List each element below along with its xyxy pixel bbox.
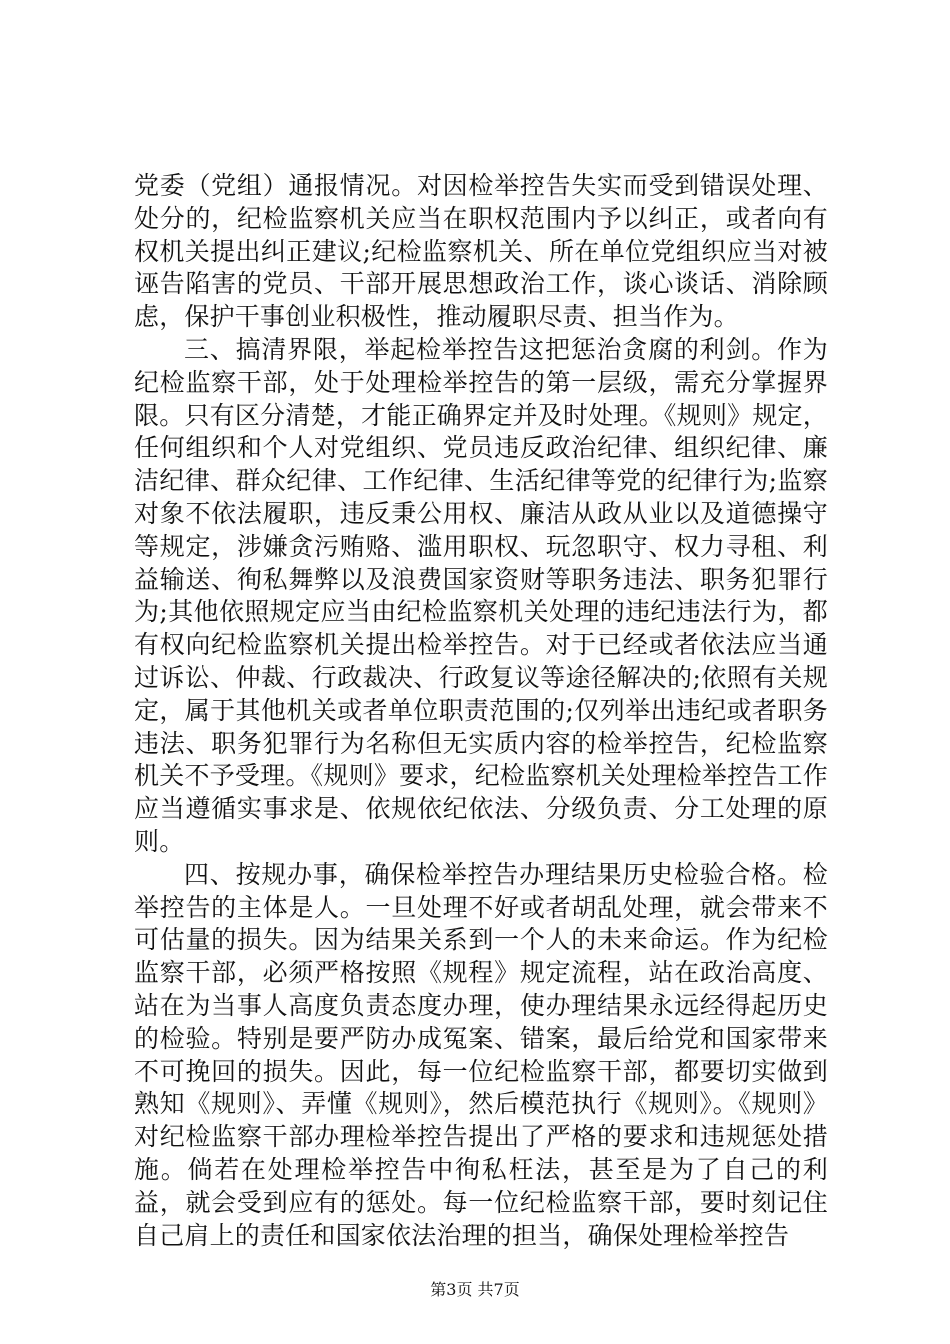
paragraph-section-four: 四、按规办事，确保检举控告办理结果历史检验合格。检举控告的主体是人。一旦处理不好或者胡乱处理，就会带来不可估量的损失。因为结果关系到一个人的未来命运。作为纪检监察干部，必须严格按照《规程》规定流程，站在政治高度、站在为当事人高度负责态度办理，使办理结果永远经得起历史的检验。特别是要严防办成冤案、错案，最后给党和国家带来不可挽回的损失。因此，每一位纪检监察干部，都要切实做到熟知《规则》、弄懂《规则》，然后模范执行《规则》。《规则》对纪检监察干部办理检举控告提出了严格的要求和违规惩处措施。倘若在处理检举控告中徇私枉法，甚至是为了自己的利益，就会受到应有的惩处。每一位纪检监察干部，要时刻记住自己肩上的责任和国家依法治理的担当，确保处理检举控告 xyxy=(134,859,828,1250)
body-text xyxy=(134,170,828,1252)
paragraph-section-three: 三、搞清界限，举起检举控告这把惩治贪腐的利剑。作为纪检监察干部，处于处理检举控告的第一层级，需充分掌握界限。只有区分清楚，才能正确界定并及时处理。《规则》规定，任何组织和个人对党组织、党员违反政治纪律、组织纪律、廉洁纪律、群众纪律、工作纪律、生活纪律等党的纪律行为;监察对象不依法履职，违反秉公用权、廉洁从政从业以及道德操守等规定，涉嫌贪污贿赂、滥用职权、玩忽职守、权力寻租、利益输送、徇私舞弊以及浪费国家资财等职务违法、职务犯罪行为;其他依照规定应当由纪检监察机关处理的违纪违法行为，都有权向纪检监察机关提出检举控告。对于已经或者依法应当通过诉讼、仲裁、行政裁决、行政复议等途径解决的;依照有关规定，属于其他机关或者单位职责范围的;仅列举出违纪或者职务违法、职务犯罪行为名称但无实质内容的检举控告，纪检监察机关不予受理。《规则》要求，纪检监察机关处理检举控告工作应当遵循实事求是、依规依纪依法、分级负责、分工处理的原则。 xyxy=(134,334,828,856)
paragraph-continuation: 党委（党组）通报情况。对因检举控告失实而受到错误处理、处分的，纪检监察机关应当在职权范围内予以纠正，或者向有权机关提出纠正建议;纪检监察机关、所在单位党组织应当对被诬告陷害的党员、干部开展思想政治工作，谈心谈话、消除顾虑，保护干事创业积极性，推动履职尽责、担当作为。 xyxy=(134,171,828,332)
page-number-footer: 第3页 共7页 xyxy=(430,1280,520,1299)
